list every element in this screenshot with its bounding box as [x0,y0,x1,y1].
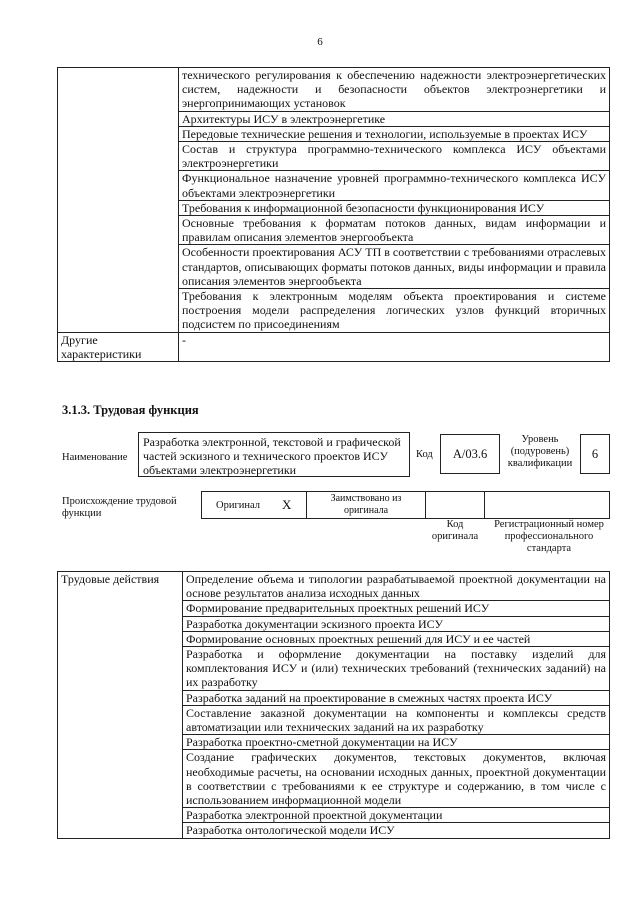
knowledge-item: Требования к информационной безопасности функционирования ИСУ [179,200,610,215]
origin-box [201,491,610,519]
action-item: Разработка и оформление документации на поставку изделий для комплектования ИСУ и (или) технических требований (технических заданий) на их разработку [183,647,610,691]
name-label: Наименование [62,452,128,463]
other-characteristics-label: Другие характеристики [58,332,179,361]
action-item: Разработка электронной проектной документации [183,808,610,823]
code-value-box: А/03.6 [440,434,500,474]
knowledge-item: Особенности проектирования АСУ ТП в соответствии с требованиями отраслевых стандартов, описывающих форматы потоков данных, виды информации и правила описания элементов энергообъекта [179,245,610,289]
borrowed-label: Заимствовано из оригинала [330,493,402,516]
action-item: Разработка проектно-сметной документации на ИСУ [183,735,610,750]
knowledge-item: Требования к электронным моделям объекта проектирования и системе построения модели распределения логических узлов функций вторичных подсистем по присоединениям [179,289,610,333]
knowledge-item: Передовые технические решения и технологии, используемые в проектах ИСУ [179,126,610,141]
reg-number-caption: Регистрационный номер профессионального стандарта [494,519,604,554]
origin-label: Происхождение трудовой функции [62,496,177,519]
table-row [58,68,610,112]
knowledge-item: технического регулирования к обеспечению надежности электроэнергетических систем, надежности и безопасности объектов электроэнергетики и энергопринимающих установок [179,68,610,112]
level-value-box: 6 [580,434,610,474]
function-name-box: Разработка электронной, текстовой и графической частей эскизного и технического проектов ИСУ объектами электроэнергетики [138,432,410,477]
knowledge-item: Архитектуры ИСУ в электроэнергетике [179,111,610,126]
knowledge-item: Основные требования к форматам потоков данных, видам информации и правилам описания элементов энергообъекта [179,216,610,245]
divider [425,492,426,518]
action-item: Разработка документации эскизного проекта ИСУ [183,616,610,631]
table-row [58,572,610,601]
action-item: Составление заказной документации на компоненты и комплексы средств автоматизации или технических заданий на их разработку [183,705,610,734]
action-item: Разработка заданий на проектирование в смежных частях проекта ИСУ [183,690,610,705]
actions-label: Трудовые действия [58,572,183,839]
table-row [58,332,610,361]
original-label: Оригинал [216,500,260,511]
code-caption: Код оригинала [431,519,479,542]
action-item: Формирование основных проектных решений для ИСУ и ее частей [183,631,610,646]
original-mark: X [282,497,292,512]
divider [484,492,485,518]
level-label: Уровень (подуровень) квалификации [507,434,573,469]
actions-table [57,571,610,839]
action-item: Создание графических документов, текстовых документов, включая необходимые расчеты, на основании исходных данных, проектной документации в соответствии с требованиями к ее структуре и содержанию, в том числе с использованием информационной модели [183,750,610,808]
knowledge-item: Функциональное назначение уровней программно-технического комплекса ИСУ объектами электроэнергетики [179,171,610,200]
action-item: Определение объема и типологии разрабатываемой проектной документации на основе результатов анализа исходных данных [183,572,610,601]
other-characteristics-value: - [179,332,610,361]
knowledge-label-cell [58,68,179,333]
action-item: Формирование предварительных проектных решений ИСУ [183,601,610,616]
code-label: Код [416,449,433,460]
divider [306,492,307,518]
section-heading: 3.1.3. Трудовая функция [62,403,199,417]
action-item: Разработка онтологической модели ИСУ [183,823,610,838]
knowledge-item: Состав и структура программно-технического комплекса ИСУ объектами электроэнергетики [179,142,610,171]
knowledge-table [57,67,610,362]
page-number: 6 [317,36,323,48]
